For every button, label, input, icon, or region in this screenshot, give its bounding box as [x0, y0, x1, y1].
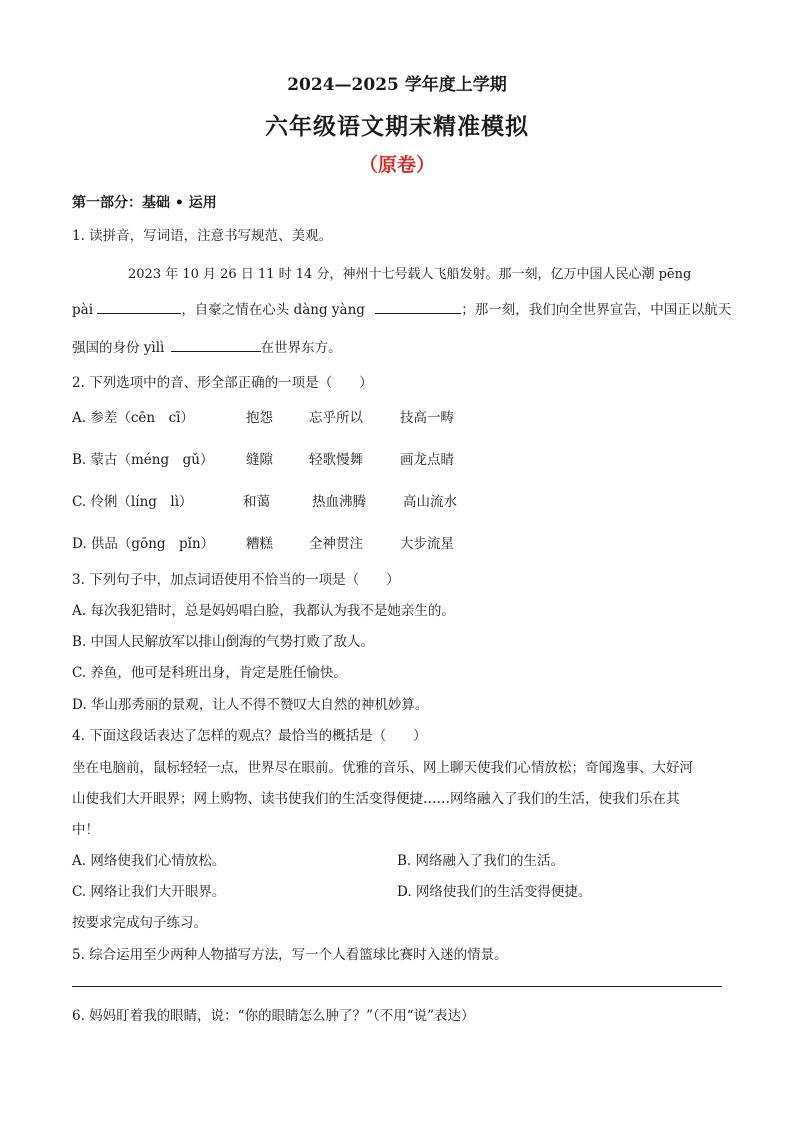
q3-option-b: B. 中国人民解放军以排山倒海的气势打败了敌人。 [72, 634, 375, 650]
q2-option-b-word1: 缝隙 [246, 452, 273, 468]
q2-option-c-word3: 高山流水 [403, 494, 457, 510]
q3-option-a: A. 每次我犯错时，总是妈妈唱白脸，我都认为我不是她亲生的。 [72, 603, 455, 619]
q2-option-c-word2: 热血沸腾 [312, 494, 366, 510]
q5-answer-line[interactable] [72, 986, 722, 987]
q3-stem: 3. 下列句子中，加点词语使用不恰当的一项是（ ） [72, 572, 400, 588]
q1-text-segment: ，自豪之情在心头 dàng yàng [181, 302, 365, 318]
q4-passage-line2: 山使我们大开眼界；网上购物、读书使我们的生活变得便捷……网络融入了我们的生活，使我们乐在其 [72, 791, 680, 807]
q2-option-d-word3: 大步流星 [400, 536, 454, 552]
q2-option-a-word1: 抱怨 [246, 410, 273, 426]
q2-stem: 2. 下列选项中的音、形全部正确的一项是（ ） [72, 375, 373, 391]
q1-text-segment: ；那一刻，我们向全世界宣告，中国正以航天 [461, 302, 732, 318]
q4-option-b: B. 网络融入了我们的生活。 [397, 853, 565, 869]
sentence-practice-instruction: 按要求完成句子练习。 [72, 915, 207, 931]
q4-passage-line1: 坐在电脑前，鼠标轻轻一点，世界尽在眼前。优雅的音乐、网上聊天使我们心情放松；奇闻逸事、大好河 [72, 760, 693, 776]
q4-passage-line3: 中！ [72, 822, 99, 838]
section-heading: 第一部分：基础 • 运用 [72, 195, 217, 211]
q4-option-c: C. 网络让我们大开眼界。 [72, 884, 226, 900]
q1-passage-line2 [72, 298, 731, 318]
q4-option-a: A. 网络使我们心情放松。 [72, 853, 226, 869]
exam-title: 六年级语文期末精准模拟 [265, 113, 529, 140]
q1-stem: 1. 读拼音，写词语，注意书写规范、美观。 [72, 228, 333, 244]
q2-option-d-word2: 全神贯注 [309, 536, 363, 552]
q1-passage-line3 [72, 336, 342, 356]
q1-text-segment: 在世界东方。 [260, 340, 342, 356]
q1-pinyin-pengpai: pài [72, 302, 94, 318]
q2-option-b-word3: 画龙点睛 [400, 452, 454, 468]
q1-answer-blank-3[interactable] [171, 337, 261, 352]
exam-year-heading: 2024—2025 学年度上学期 [287, 75, 507, 95]
q4-stem: 4. 下面这段话表达了怎样的观点？最恰当的概括是（ ） [72, 728, 427, 744]
q1-passage-line1: 2023 年 10 月 26 日 11 时 14 分，神州十七号载人飞船发射。那一刻，亿万中国人民心潮 pēng [128, 267, 692, 282]
q2-option-c-word1: 和蔼 [243, 494, 270, 510]
q2-option-c: C. 伶俐（líng lì） [72, 494, 193, 510]
q2-option-d: D. 供品（gōng pǐn） [72, 536, 215, 552]
q2-option-a-word2: 忘乎所以 [309, 410, 363, 426]
q3-option-c: C. 养鱼，他可是科班出身，肯定是胜任愉快。 [72, 665, 347, 681]
q6-stem: 6. 妈妈盯着我的眼睛，说：“你的眼睛怎么肿了？”（不用“说”表达） [72, 1008, 475, 1024]
q4-option-d: D. 网络使我们的生活变得便捷。 [397, 884, 592, 900]
q2-option-a-word3: 技高一畴 [400, 410, 454, 426]
q1-answer-blank-2[interactable] [375, 299, 461, 314]
q5-stem: 5. 综合运用至少两种人物描写方法，写一个人看篮球比赛时入迷的情景。 [72, 947, 508, 963]
q1-answer-blank-1[interactable] [97, 299, 181, 314]
q2-option-a: A. 参差（cēn cī） [72, 410, 194, 426]
q2-option-b-word2: 轻歌慢舞 [309, 452, 363, 468]
exam-subtitle: （原卷） [358, 154, 435, 176]
q2-option-d-word1: 糟糕 [246, 536, 273, 552]
q1-pinyin-yili: 强国的身份 yìlì [72, 340, 165, 356]
q3-option-d: D. 华山那秀丽的景观，让人不得不赞叹大自然的神机妙算。 [72, 697, 429, 713]
q2-option-b: B. 蒙古（méng gǔ） [72, 452, 214, 468]
